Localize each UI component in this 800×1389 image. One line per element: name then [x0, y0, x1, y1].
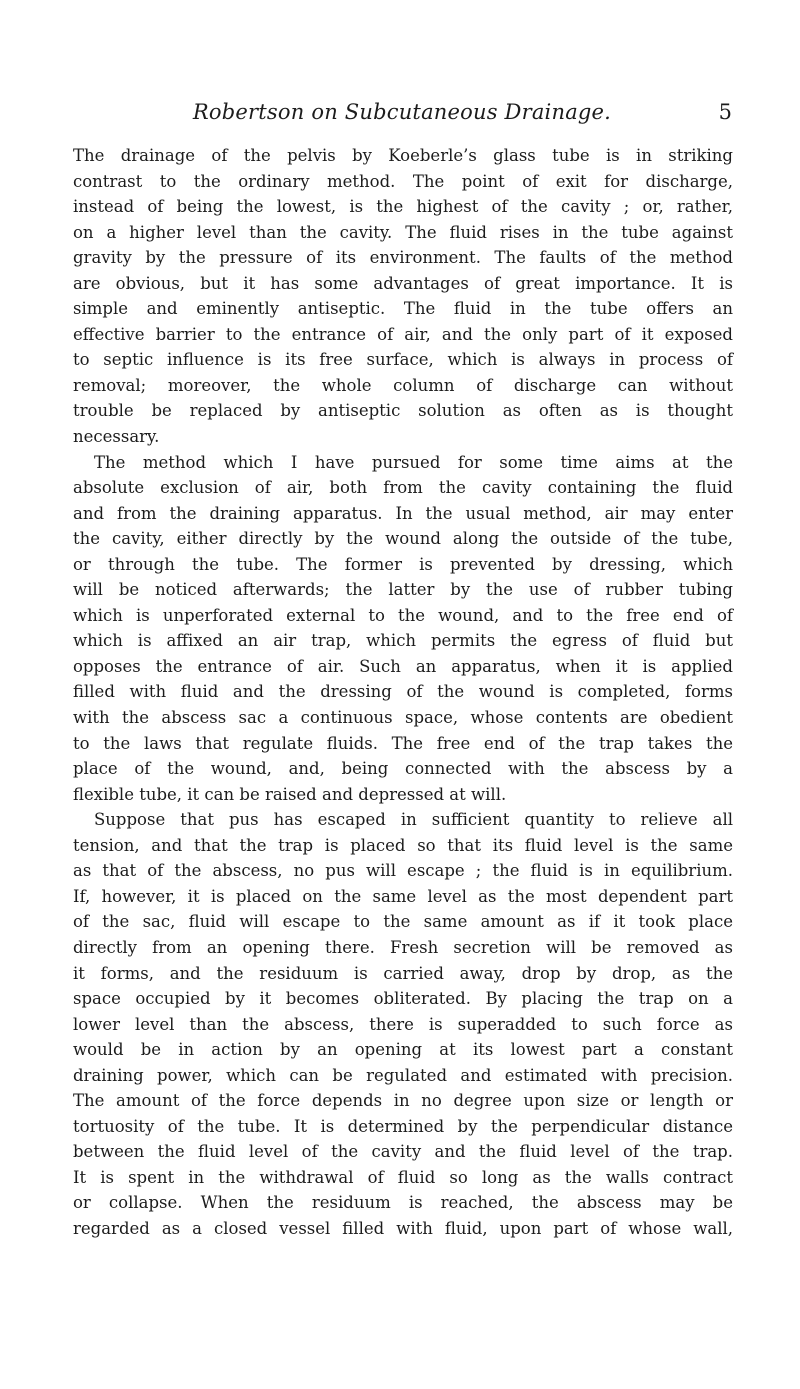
text-line: contrast to the ordinary method. The point of exit for discharge,: [73, 171, 733, 191]
text-line: The drainage of the pelvis by Koeberle’s glass tube is in striking: [73, 146, 733, 165]
text-line: place of the wound, and, being connected with the abscess by a: [73, 759, 733, 779]
text-line: to septic influence is its free surface, which is always in process of: [73, 350, 733, 370]
text-line: trouble be replaced by antiseptic solution as often as is thought: [73, 401, 733, 421]
running-title: Robertson on Subcutaneous Drainage.: [192, 100, 612, 124]
text-line: which is unperforated external to the wound, and to the free end of: [73, 605, 733, 625]
text-line: Suppose that pus has escaped in sufficient quantity to relieve all: [94, 810, 733, 830]
text-line: If, however, it is placed on the same level as the most dependent part: [73, 886, 733, 906]
text-line: it forms, and the residuum is carried away, drop by drop, as the: [73, 963, 733, 983]
text-line: flexible tube, it can be raised and depressed at will.: [73, 784, 507, 804]
text-line: and from the draining apparatus. In the usual method, air may enter: [73, 503, 733, 523]
text-line: or through the tube. The former is prevented by dressing, which: [73, 554, 733, 574]
text-line: would be in action by an opening at its lowest part a constant: [73, 1040, 733, 1060]
text-line: tortuosity of the tube. It is determined by the perpendicular distance: [73, 1116, 733, 1136]
text-line: are obvious, but it has some advantages of great importance. It is: [73, 273, 733, 293]
body-text: [73, 143, 733, 1242]
text-line: directly from an opening there. Fresh secretion will be removed as: [73, 937, 733, 957]
text-line: on a higher level than the cavity. The fluid rises in the tube against: [73, 222, 733, 242]
text-line: as that of the abscess, no pus will escape ; the fluid is in equilibrium.: [73, 861, 733, 881]
text-line: tension, and that the trap is placed so that its fluid level is the same: [73, 835, 733, 855]
text-line: removal; moreover, the whole column of discharge can without: [73, 375, 733, 395]
text-line: The method which I have pursued for some time aims at the: [94, 452, 733, 472]
text-line: It is spent in the withdrawal of fluid so long as the walls contract: [73, 1167, 733, 1187]
text-line: to the laws that regulate fluids. The free end of the trap takes the: [73, 733, 733, 753]
text-line: with the abscess sac a continuous space, whose contents are obedient: [73, 708, 733, 728]
text-line: instead of being the lowest, is the highest of the cavity ; or, rather,: [73, 197, 733, 217]
text-line: filled with fluid and the dressing of the wound is completed, forms: [73, 682, 733, 702]
text-line: absolute exclusion of air, both from the cavity containing the fluid: [73, 478, 733, 498]
text-line: necessary.: [73, 427, 160, 447]
text-line: gravity by the pressure of its environment. The faults of the method: [73, 248, 733, 268]
text-line: lower level than the abscess, there is superadded to such force as: [73, 1014, 733, 1034]
text-line: draining power, which can be regulated and estimated with precision.: [73, 1065, 733, 1085]
text-line: regarded as a closed vessel filled with fluid, upon part of whose wall,: [73, 1218, 733, 1238]
text-line: or collapse. When the residuum is reached, the abscess may be: [73, 1193, 733, 1213]
text-line: The amount of the force depends in no degree upon size or length or: [73, 1091, 733, 1111]
text-line: between the fluid level of the cavity and the fluid level of the trap.: [73, 1142, 733, 1162]
text-line: which is affixed an air trap, which permits the egress of fluid but: [73, 631, 733, 651]
text-line: of the sac, fluid will escape to the same amount as if it took place: [73, 912, 733, 932]
text-line: simple and eminently antiseptic. The fluid in the tube offers an: [73, 299, 733, 319]
page-number: 5: [718, 100, 732, 124]
text-line: effective barrier to the entrance of air, and the only part of it exposed: [73, 324, 733, 344]
text-line: the cavity, either directly by the wound along the outside of the tube,: [73, 529, 733, 549]
text-line: opposes the entrance of air. Such an apparatus, when it is applied: [73, 656, 733, 676]
text-line: will be noticed afterwards; the latter by the use of rubber tubing: [73, 580, 733, 600]
running-head: [72, 100, 732, 134]
text-line: space occupied by it becomes obliterated. By placing the trap on a: [73, 989, 733, 1009]
